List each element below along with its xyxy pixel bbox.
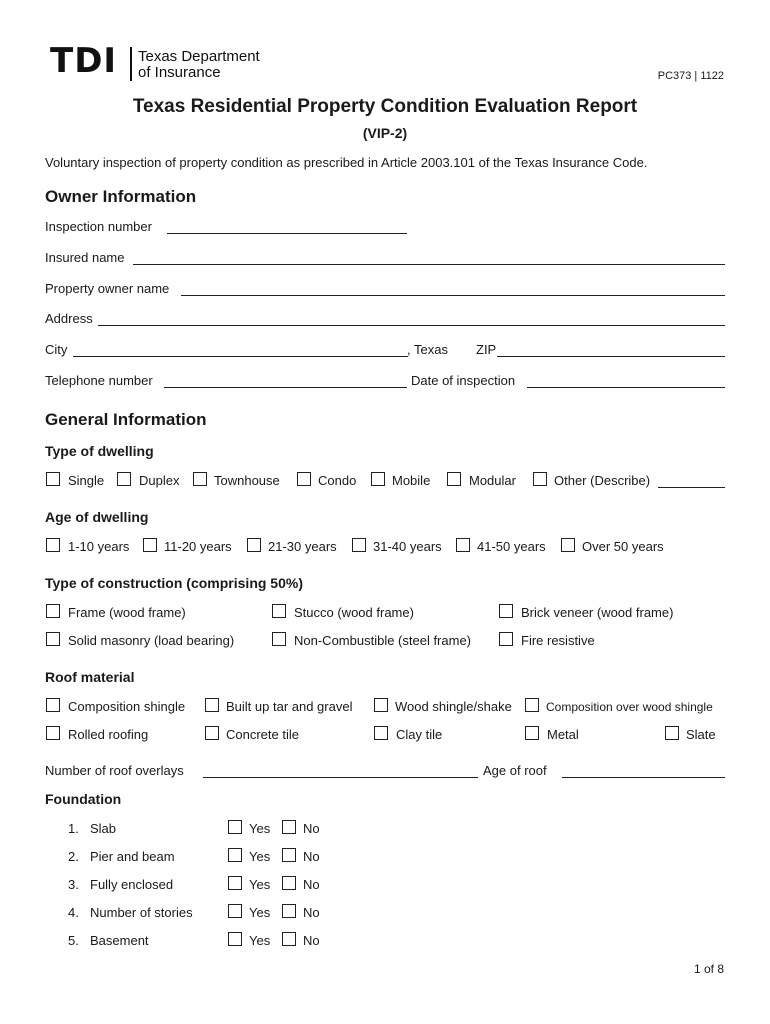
logo-line1: Texas Department [138, 48, 260, 65]
dwelling-other-field[interactable] [658, 487, 725, 488]
construction-stucco-checkbox[interactable] [272, 604, 286, 618]
inspection-number-field[interactable] [167, 233, 407, 234]
foundation-yes-label: Yes [249, 933, 271, 948]
foundation-no-label: No [303, 877, 320, 892]
foundation-enclosed-yes-checkbox[interactable] [228, 876, 242, 890]
logo-line2: of Insurance [138, 64, 221, 81]
roof-slate-checkbox[interactable] [665, 726, 679, 740]
dwelling-duplex-label: Duplex [139, 473, 180, 488]
dwelling-mobile-checkbox[interactable] [371, 472, 385, 486]
texas-label: , Texas [407, 342, 448, 357]
foundation-basement-yes-checkbox[interactable] [228, 932, 242, 946]
dwelling-townhouse-checkbox[interactable] [193, 472, 207, 486]
construction-steel-label: Non-Combustible (steel frame) [294, 633, 472, 648]
zip-label: ZIP [476, 342, 497, 357]
dwelling-type-heading: Type of dwelling [45, 443, 154, 459]
construction-fire-resistive-checkbox[interactable] [499, 632, 513, 646]
roof-wood-shingle-label: Wood shingle/shake [395, 699, 512, 714]
intro-text: Voluntary inspection of property condition as prescribed in Article 2003.101 of the Texas Insurance Code. [45, 155, 648, 170]
address-field[interactable] [98, 325, 725, 326]
roof-composition-over-wood-label: Composition over wood shingle [546, 700, 713, 714]
property-owner-label: Property owner name [45, 281, 170, 296]
foundation-stories-no-checkbox[interactable] [282, 904, 296, 918]
construction-brick-label: Brick veneer (wood frame) [521, 605, 674, 620]
age-11-20-checkbox[interactable] [143, 538, 157, 552]
age-21-30-label: 21-30 years [268, 539, 337, 554]
roof-overlays-label: Number of roof overlays [45, 763, 184, 778]
foundation-heading: Foundation [45, 791, 122, 807]
roof-heading: Roof material [45, 669, 135, 685]
construction-masonry-checkbox[interactable] [46, 632, 60, 646]
roof-rolled-checkbox[interactable] [46, 726, 60, 740]
roof-tar-gravel-label: Built up tar and gravel [226, 699, 353, 714]
roof-metal-label: Metal [547, 727, 579, 742]
dwelling-other-label: Other (Describe) [554, 473, 651, 488]
construction-frame-checkbox[interactable] [46, 604, 60, 618]
foundation-basement-no-checkbox[interactable] [282, 932, 296, 946]
roof-overlays-field[interactable] [203, 777, 478, 778]
age-1-10-checkbox[interactable] [46, 538, 60, 552]
age-heading: Age of dwelling [45, 509, 149, 525]
foundation-item-number: 3. [68, 877, 79, 892]
foundation-item-label: Basement [90, 933, 149, 948]
owner-heading: Owner Information [45, 187, 197, 206]
foundation-yes-label: Yes [249, 877, 271, 892]
city-field[interactable] [73, 356, 408, 357]
construction-stucco-label: Stucco (wood frame) [294, 605, 414, 620]
dwelling-condo-checkbox[interactable] [297, 472, 311, 486]
roof-metal-checkbox[interactable] [525, 726, 539, 740]
page-title: Texas Residential Property Condition Evaluation Report [132, 96, 638, 117]
date-inspection-field[interactable] [527, 387, 725, 388]
foundation-yes-label: Yes [249, 905, 271, 920]
construction-brick-checkbox[interactable] [499, 604, 513, 618]
date-inspection-label: Date of inspection [411, 373, 516, 388]
roof-age-field[interactable] [562, 777, 725, 778]
dwelling-mobile-label: Mobile [392, 473, 431, 488]
roof-clay-tile-label: Clay tile [396, 727, 443, 742]
construction-steel-checkbox[interactable] [272, 632, 286, 646]
foundation-item-number: 5. [68, 933, 79, 948]
roof-rolled-label: Rolled roofing [68, 727, 149, 742]
age-11-20-label: 11-20 years [164, 539, 232, 554]
age-over-50-checkbox[interactable] [561, 538, 575, 552]
property-owner-field[interactable] [181, 295, 725, 296]
construction-fire-resistive-label: Fire resistive [521, 633, 595, 648]
foundation-no-label: No [303, 821, 320, 836]
dwelling-modular-checkbox[interactable] [447, 472, 461, 486]
age-21-30-checkbox[interactable] [247, 538, 261, 552]
foundation-item-label: Pier and beam [90, 849, 175, 864]
age-over-50-label: Over 50 years [582, 539, 664, 554]
foundation-yes-label: Yes [249, 821, 271, 836]
roof-concrete-tile-label: Concrete tile [226, 727, 299, 742]
address-label: Address [45, 311, 93, 326]
foundation-item-number: 1. [68, 821, 79, 836]
logo-divider [130, 47, 132, 81]
dwelling-duplex-checkbox[interactable] [117, 472, 131, 486]
age-41-50-label: 41-50 years [477, 539, 546, 554]
dwelling-other-checkbox[interactable] [533, 472, 547, 486]
foundation-no-label: No [303, 933, 320, 948]
age-1-10-label: 1-10 years [68, 539, 130, 554]
dwelling-single-label: Single [68, 473, 105, 488]
age-31-40-checkbox[interactable] [352, 538, 366, 552]
foundation-item-label: Number of stories [90, 905, 193, 920]
foundation-item-label: Fully enclosed [90, 877, 174, 892]
page-number: 1 of 8 [693, 962, 724, 976]
foundation-stories-yes-checkbox[interactable] [228, 904, 242, 918]
age-41-50-checkbox[interactable] [456, 538, 470, 552]
age-31-40-label: 31-40 years [373, 539, 442, 554]
dwelling-modular-label: Modular [469, 473, 516, 488]
foundation-no-label: No [303, 905, 320, 920]
telephone-field[interactable] [164, 387, 407, 388]
foundation-item-number: 2. [68, 849, 79, 864]
general-heading: General Information [45, 410, 207, 429]
roof-slate-label: Slate [686, 727, 716, 742]
foundation-pier-yes-checkbox[interactable] [228, 848, 242, 862]
roof-composition-checkbox[interactable] [46, 698, 60, 712]
construction-masonry-label: Solid masonry (load bearing) [68, 633, 235, 648]
insured-name-label: Insured name [45, 250, 125, 265]
foundation-enclosed-no-checkbox[interactable] [282, 876, 296, 890]
form-code: PC373 | 1122 [657, 70, 724, 82]
insured-name-field[interactable] [133, 264, 725, 265]
construction-heading: Type of construction (comprising 50%) [45, 575, 303, 591]
foundation-yes-label: Yes [249, 849, 271, 864]
foundation-slab-no-checkbox[interactable] [282, 820, 296, 834]
roof-clay-tile-checkbox[interactable] [374, 726, 388, 740]
roof-concrete-tile-checkbox[interactable] [205, 726, 219, 740]
page-subtitle: (VIP-2) [362, 125, 408, 141]
foundation-item-number: 4. [68, 905, 79, 920]
roof-composition-over-wood-checkbox[interactable] [525, 698, 539, 712]
foundation-slab-yes-checkbox[interactable] [228, 820, 242, 834]
city-label: City [45, 342, 68, 357]
tdi-logo-abbrev: TDI [50, 41, 118, 81]
construction-frame-label: Frame (wood frame) [68, 605, 186, 620]
inspection-number-label: Inspection number [45, 219, 152, 234]
foundation-pier-no-checkbox[interactable] [282, 848, 296, 862]
roof-tar-gravel-checkbox[interactable] [205, 698, 219, 712]
dwelling-townhouse-label: Townhouse [214, 473, 280, 488]
roof-age-label: Age of roof [483, 763, 547, 778]
zip-field[interactable] [497, 356, 725, 357]
roof-composition-label: Composition shingle [68, 699, 186, 714]
roof-wood-shingle-checkbox[interactable] [374, 698, 388, 712]
dwelling-condo-label: Condo [318, 473, 357, 488]
foundation-no-label: No [303, 849, 320, 864]
foundation-item-label: Slab [90, 821, 117, 836]
dwelling-single-checkbox[interactable] [46, 472, 60, 486]
telephone-label: Telephone number [45, 373, 153, 388]
